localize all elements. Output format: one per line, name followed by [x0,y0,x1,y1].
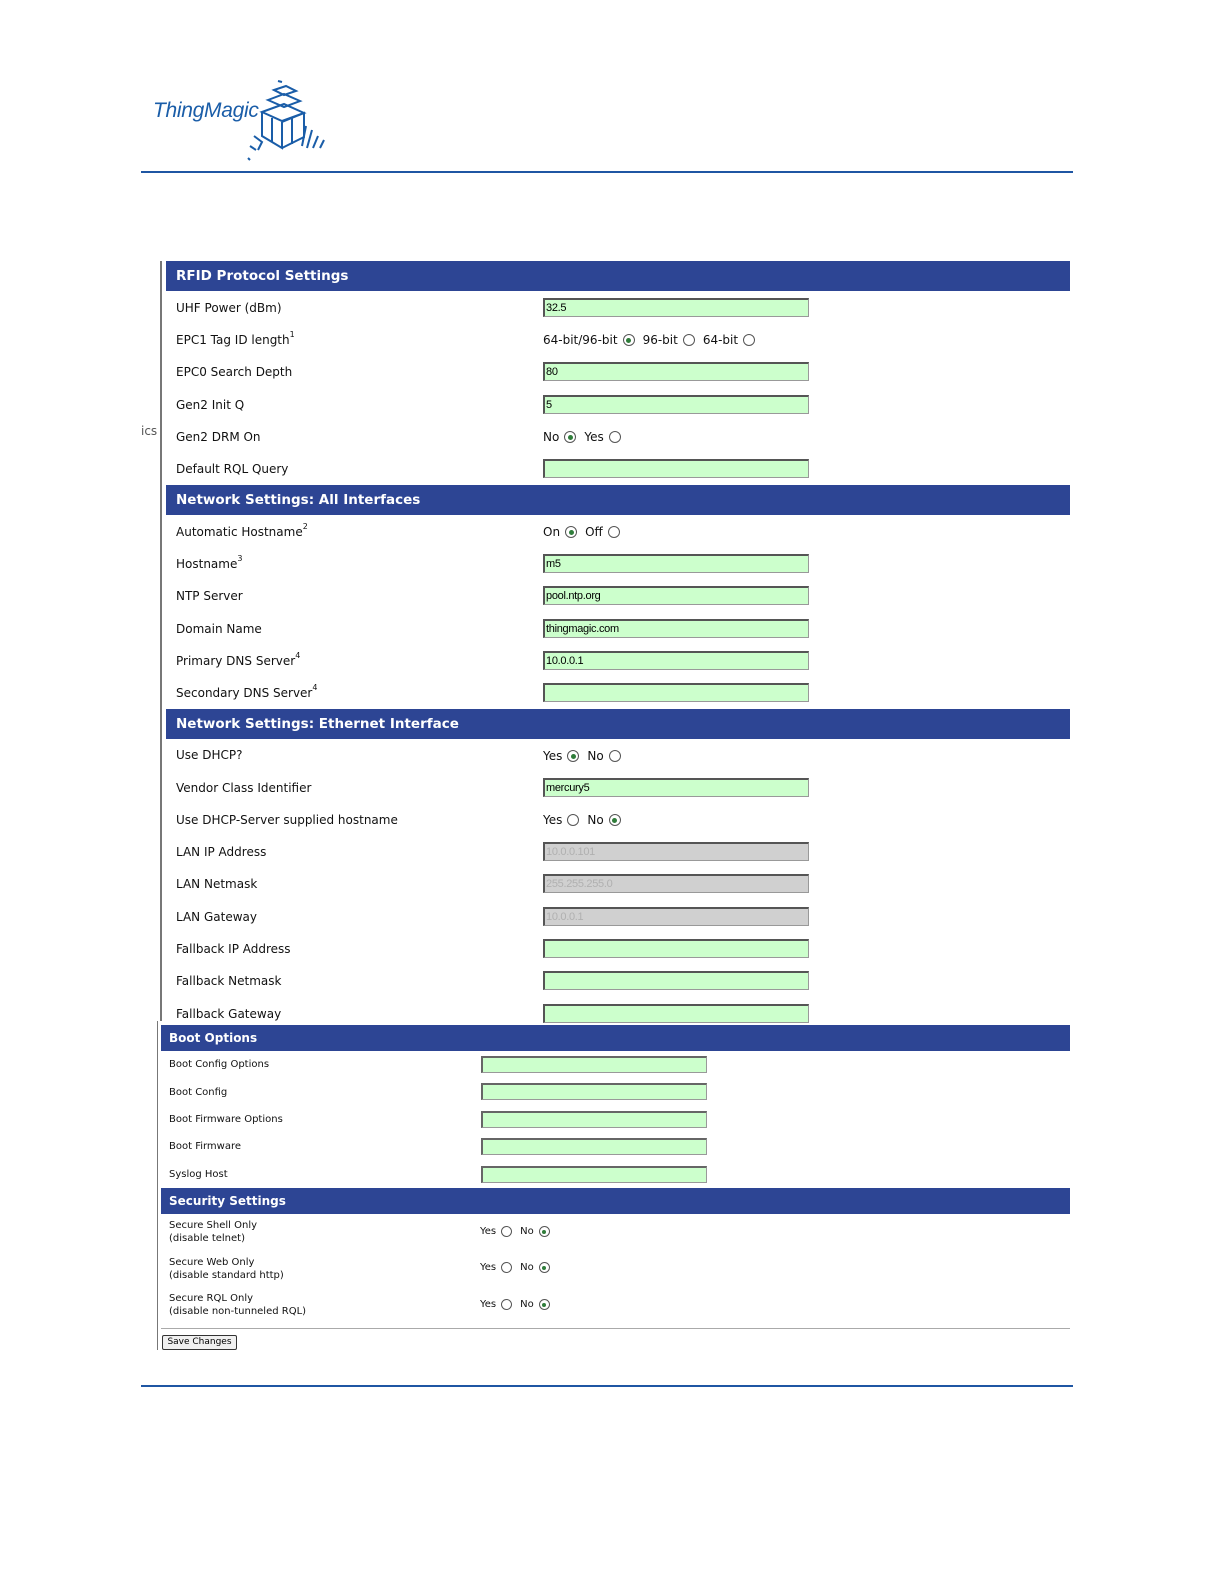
label-uhf-power: UHF Power (dBm) [176,301,282,315]
option-label: No [543,430,560,444]
use-dhcp-radio-group [543,749,629,763]
vendor-class-identifier-input[interactable] [543,778,809,797]
label-text: Automatic Hostname [176,525,303,539]
option-label: 96-bit [642,333,678,347]
panel-left-border-lower [157,1021,158,1350]
option-label: Yes [543,749,563,763]
use-dhcp-server-hostname-radio-group [543,813,629,827]
label-text: EPC1 Tag ID length [176,333,290,347]
boot-config-options-input[interactable] [481,1056,707,1073]
save-changes-button[interactable]: Save Changes [162,1335,237,1350]
label-boot-config: Boot Config [169,1087,228,1098]
label-primary-dns [176,651,301,668]
label-text: Hostname [176,557,238,571]
label-text: Secure RQL Only [169,1293,254,1304]
automatic-hostname-radio-group [543,525,628,539]
label-gen2-init-q: Gen2 Init Q [176,398,245,412]
label-syslog-host: Syslog Host [169,1169,228,1180]
label-boot-firmware-options: Boot Firmware Options [169,1114,283,1125]
label-vendor-class-identifier: Vendor Class Identifier [176,781,312,795]
radio-use-dhcp-no[interactable] [609,750,621,762]
header-rule [141,171,1073,173]
default-rql-query-input[interactable] [543,459,809,478]
option-label: No [520,1299,534,1310]
footer-rule [141,1385,1073,1387]
label-boot-firmware: Boot Firmware [169,1141,242,1152]
fallback-ip-address-input[interactable] [543,939,809,958]
footnote-marker: 1 [289,330,295,339]
secure-web-only-radio-group [480,1262,558,1273]
radio-secure-shell-yes[interactable] [501,1226,512,1237]
radio-secure-shell-no[interactable] [539,1226,550,1237]
option-label: No [520,1226,534,1237]
gen2-init-q-input[interactable] [543,395,809,414]
label-ntp-server: NTP Server [176,589,243,603]
lan-gateway-input [543,907,809,926]
radio-secure-rql-no[interactable] [539,1299,550,1310]
label-fallback-ip-address: Fallback IP Address [176,942,291,956]
label-lan-netmask: LAN Netmask [176,877,258,891]
option-label: Yes [480,1226,497,1237]
label-subtext: (disable telnet) [169,1233,245,1244]
radio-secure-rql-yes[interactable] [501,1299,512,1310]
hostname-input[interactable] [543,554,809,573]
option-label: Yes [480,1299,497,1310]
option-label: 64-bit [702,333,739,347]
label-secure-rql-only [169,1292,306,1318]
label-text: Secure Web Only [169,1257,255,1268]
radio-epc1-96-bit[interactable] [683,334,695,346]
secondary-dns-input[interactable] [543,683,809,702]
section-header-network-all: Network Settings: All Interfaces [166,485,1070,515]
label-text: Secondary DNS Server [176,686,313,700]
radio-dhcp-hostname-yes[interactable] [567,814,579,826]
section-header-rfid: RFID Protocol Settings [166,261,1070,291]
label-secure-web-only [169,1256,284,1282]
option-label: Yes [584,430,604,444]
label-text: Secure Shell Only [169,1220,258,1231]
radio-dhcp-hostname-no[interactable] [609,814,621,826]
footnote-marker: 4 [295,651,301,660]
label-secure-shell-only [169,1219,257,1245]
form-separator [161,1328,1070,1329]
fallback-gateway-input[interactable] [543,1004,809,1023]
secure-shell-only-radio-group [480,1226,558,1237]
label-lan-ip-address: LAN IP Address [176,845,267,859]
label-epc1-tag-id-length [176,330,295,347]
primary-dns-input[interactable] [543,651,809,670]
section-header-boot: Boot Options [161,1025,1070,1051]
boot-firmware-options-input[interactable] [481,1111,707,1128]
option-label: No [587,749,604,763]
ntp-server-input[interactable] [543,586,809,605]
radio-epc1-64-96-bit[interactable] [623,334,635,346]
gen2-drm-on-radio-group [543,430,629,444]
label-hostname [176,554,243,571]
label-fallback-netmask: Fallback Netmask [176,974,282,988]
option-label: No [587,813,604,827]
option-label: Yes [543,813,563,827]
label-text: Primary DNS Server [176,654,296,668]
label-boot-config-options: Boot Config Options [169,1059,270,1070]
panel-left-border [160,261,162,1021]
section-header-security: Security Settings [161,1188,1070,1214]
section-header-network-eth: Network Settings: Ethernet Interface [166,709,1070,739]
footnote-marker: 2 [302,522,308,531]
label-subtext: (disable non-tunneled RQL) [169,1306,307,1317]
side-text-fragment: ics [141,424,158,438]
boot-config-input[interactable] [481,1083,707,1100]
label-secondary-dns [176,683,318,700]
label-domain-name: Domain Name [176,622,262,636]
secure-rql-only-radio-group [480,1299,558,1310]
syslog-host-input[interactable] [481,1166,707,1183]
label-fallback-gateway: Fallback Gateway [176,1007,282,1021]
radio-gen2-drm-yes[interactable] [609,431,621,443]
radio-epc1-64-bit[interactable] [743,334,755,346]
lan-netmask-input [543,874,809,893]
label-lan-gateway: LAN Gateway [176,910,257,924]
label-automatic-hostname [176,522,308,539]
radio-secure-web-yes[interactable] [501,1262,512,1273]
option-label: Off [585,525,603,539]
radio-gen2-drm-no[interactable] [564,431,576,443]
option-label: Yes [480,1262,497,1273]
epc0-search-depth-input[interactable] [543,362,809,381]
brand-logo-text: ThingMagic [153,99,259,122]
radio-auto-hostname-on[interactable] [565,526,577,538]
domain-name-input[interactable] [543,619,809,638]
option-label: On [543,525,561,539]
radio-secure-web-no[interactable] [539,1262,550,1273]
footnote-marker: 3 [237,554,243,563]
label-gen2-drm-on: Gen2 DRM On [176,430,261,444]
footnote-marker: 4 [312,683,318,692]
option-label: 64-bit/96-bit [543,333,618,347]
uhf-power-input[interactable] [543,298,809,317]
thingmagic-cube-logo-icon [244,78,328,164]
boot-firmware-input[interactable] [481,1138,707,1155]
lan-ip-address-input [543,842,809,861]
label-default-rql-query: Default RQL Query [176,462,289,476]
radio-use-dhcp-yes[interactable] [567,750,579,762]
label-use-dhcp: Use DHCP? [176,748,243,762]
label-subtext: (disable standard http) [169,1270,284,1281]
label-epc0-search-depth: EPC0 Search Depth [176,365,293,379]
option-label: No [520,1262,534,1273]
label-use-dhcp-server-hostname: Use DHCP-Server supplied hostname [176,813,398,827]
epc1-tag-id-length-radio-group [543,333,763,347]
radio-auto-hostname-off[interactable] [608,526,620,538]
fallback-netmask-input[interactable] [543,971,809,990]
